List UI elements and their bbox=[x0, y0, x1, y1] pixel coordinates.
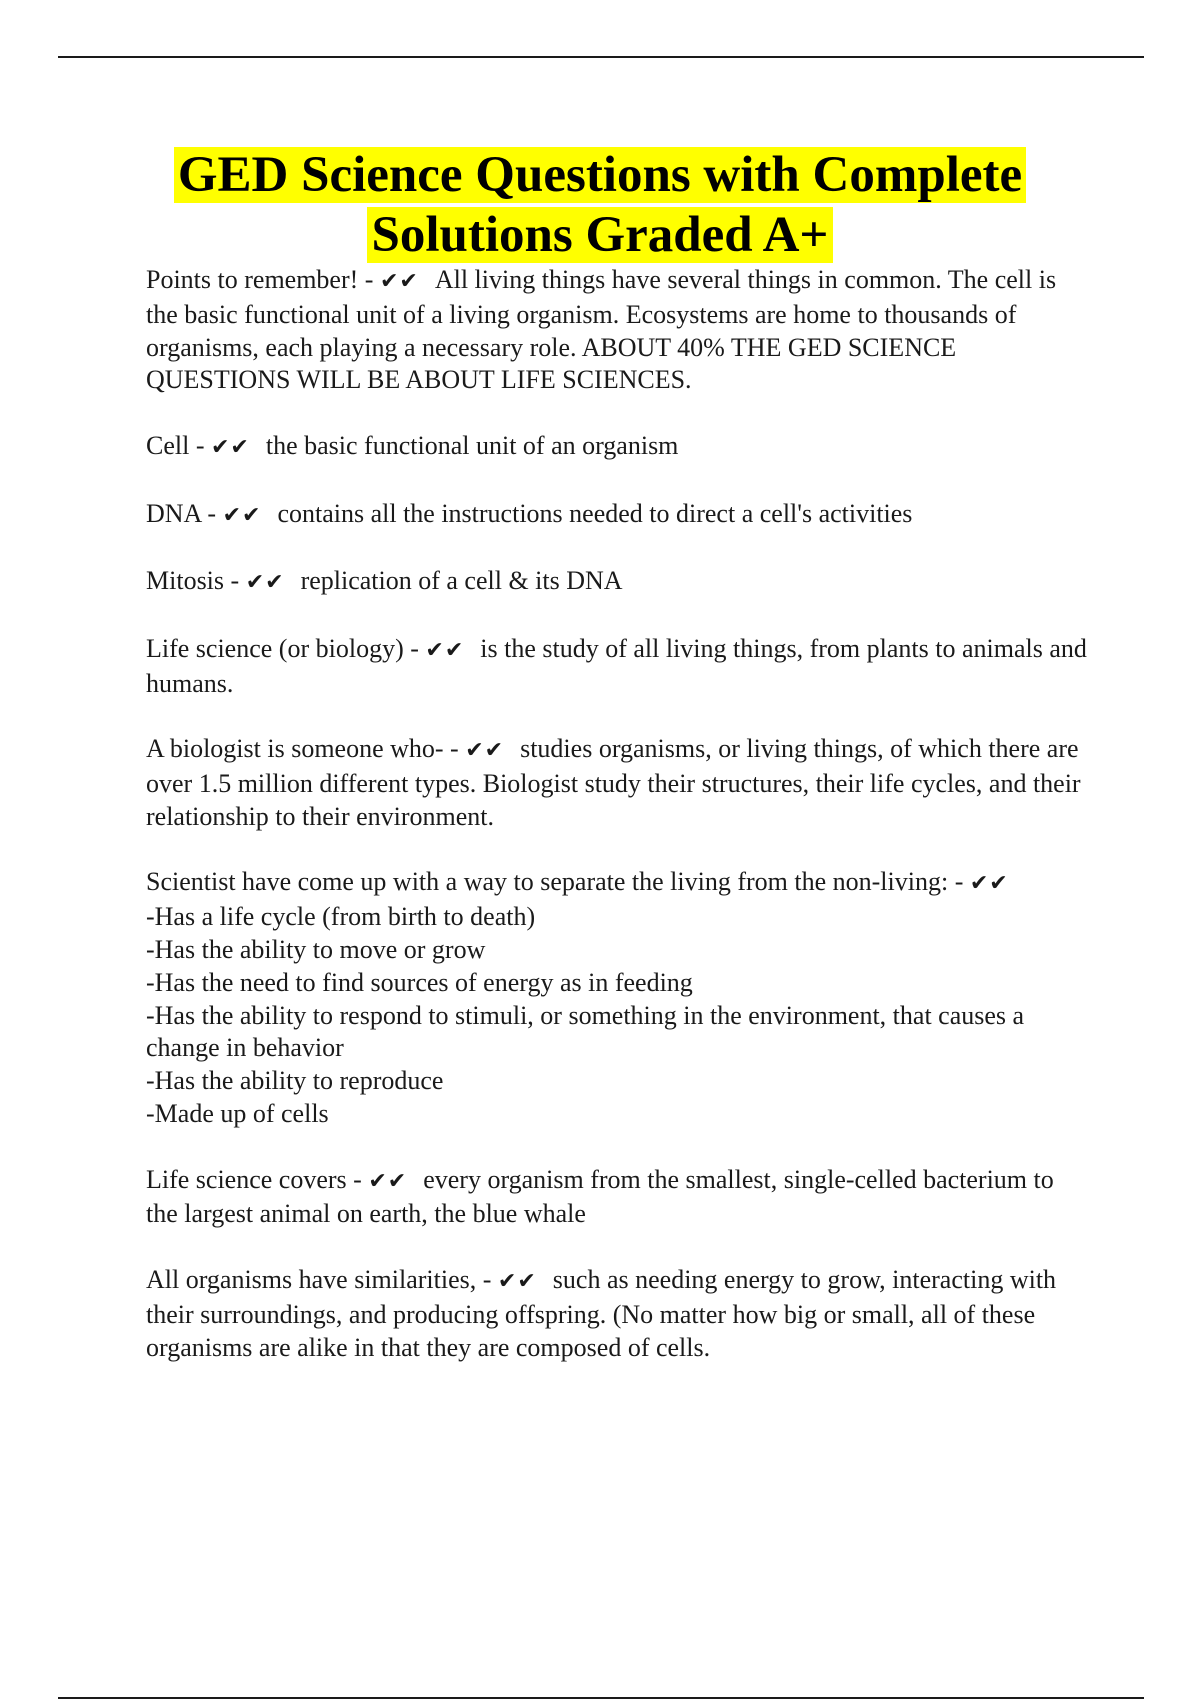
entry-term: DNA - bbox=[146, 498, 223, 528]
qa-entry bbox=[146, 1164, 1092, 1232]
entry-answer: studies organisms, or living things, of which there are over 1.5 million different types. Biologist study their structures, their life cycles, and their relationship to their environment. bbox=[146, 734, 1081, 831]
list-item: -Made up of cells bbox=[146, 1098, 329, 1128]
entry-term: All organisms have similarities, - bbox=[146, 1264, 498, 1294]
entry-answer: is the study of all living things, from plants to animals and humans. bbox=[146, 633, 1087, 698]
document-title-text: GED Science Questions with Complete Solutions Graded A+ bbox=[174, 147, 1026, 263]
header-rule bbox=[58, 56, 1144, 58]
list-item: -Has the need to find sources of energy as in feeding bbox=[146, 967, 693, 997]
double-check-icon: ✔✔ bbox=[425, 637, 465, 663]
qa-entry bbox=[146, 1264, 1092, 1364]
qa-entry bbox=[146, 633, 1092, 701]
double-check-icon: ✔✔ bbox=[379, 269, 419, 294]
footer-rule bbox=[58, 1697, 1144, 1699]
double-check-icon: ✔✔ bbox=[969, 871, 1009, 897]
qa-entry-list bbox=[146, 866, 1092, 1130]
qa-entry bbox=[146, 430, 1092, 465]
qa-entry bbox=[146, 733, 1092, 833]
list-item: -Has the ability to respond to stimuli, or something in the environment, that causes a change in behavior bbox=[146, 1000, 1025, 1063]
entry-term: A biologist is someone who- - bbox=[146, 734, 466, 764]
entry-answer: such as needing energy to grow, interacting with their surroundings, and producing offspring. (No matter how big or small, all of these organisms are alike in that they are composed of cells. bbox=[146, 1264, 1057, 1362]
double-check-icon: ✔✔ bbox=[245, 570, 285, 596]
document-title bbox=[100, 145, 1100, 265]
entry-term: Life science covers - bbox=[146, 1164, 369, 1194]
double-check-icon: ✔✔ bbox=[368, 1168, 408, 1194]
entry-answer: the basic functional unit of an organism bbox=[265, 430, 679, 460]
entry-answer: every organism from the smallest, single-celled bacterium to the largest animal on earth, the blue whale bbox=[146, 1164, 1054, 1229]
document-body bbox=[146, 264, 1092, 1397]
double-check-icon: ✔✔ bbox=[211, 434, 250, 460]
qa-entry bbox=[146, 264, 1092, 397]
double-check-icon: ✔✔ bbox=[497, 1268, 537, 1294]
qa-entry bbox=[146, 498, 1092, 533]
double-check-icon: ✔✔ bbox=[222, 502, 262, 528]
entry-answer: replication of a cell & its DNA bbox=[300, 566, 623, 596]
entry-answer: contains all the instructions needed to direct a cell's activities bbox=[277, 498, 913, 528]
entry-term: Cell - bbox=[146, 430, 211, 460]
entry-term: Life science (or biology) - bbox=[146, 633, 426, 663]
double-check-icon: ✔✔ bbox=[465, 738, 505, 764]
entry-term: Scientist have come up with a way to separate the living from the non-living: - bbox=[146, 867, 970, 897]
qa-entry bbox=[146, 565, 1092, 600]
entry-answer: All living things have several things in common. The cell is the basic functional unit of a living organism. Ecosystems are home to thousands of organisms, each playing a necessary role. ABOUT 40% THE GED SCIENCE QUESTIONS WILL BE ABOUT LIFE SCIENCES. bbox=[146, 265, 1057, 395]
list-item: -Has the ability to reproduce bbox=[146, 1066, 444, 1096]
entry-term: Points to remember! - bbox=[146, 265, 380, 294]
list-item: -Has a life cycle (from birth to death) bbox=[146, 902, 536, 932]
list-item: -Has the ability to move or grow bbox=[146, 934, 486, 964]
entry-term: Mitosis - bbox=[146, 566, 246, 596]
